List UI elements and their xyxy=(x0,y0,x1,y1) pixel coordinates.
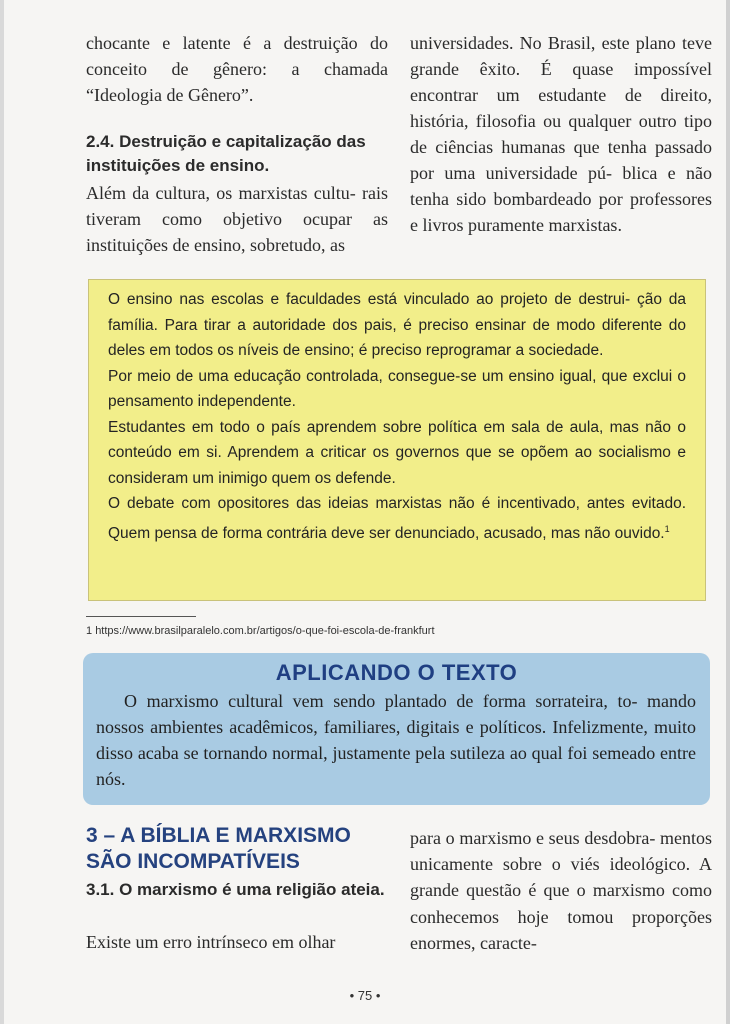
paragraph-intrinsic-error: Existe um erro intrínseco em olhar xyxy=(86,932,336,952)
page-edge-left xyxy=(0,0,4,1024)
apply-text-paragraph: O marxismo cultural vem sendo plantado de forma sorrateira, to- mando nossos ambientes acadêmicos, familiares, digitais e políticos. Infelizmente, muito disso acaba se tornando normal, justamente pela sutileza ao qual foi semeado entre nós. xyxy=(96,691,696,789)
footnote xyxy=(86,623,646,639)
left-column-bottom xyxy=(86,929,388,955)
footnote-marker: 1 xyxy=(664,523,670,534)
section-3-title-line-2: SÃO INCOMPATÍVEIS xyxy=(86,850,300,873)
quote-paragraph-1: O ensino nas escolas e faculdades está vinculado ao projeto de destrui- ção da família. Para tirar a autoridade dos pais, é preciso ensinar de modo diferente do deles em todos os níveis de ensino; é preciso reprogramar a sociedade. xyxy=(108,291,686,359)
left-column-top xyxy=(86,30,388,258)
quote-paragraph-3: Estudantes em todo o país aprendem sobre política em sala de aula, mas não o conteúdo em si. Aprendem a criticar os governos que se opõem ao socialismo e consideram um inimigo quem os defende. xyxy=(108,418,686,487)
section-3-title xyxy=(86,823,386,875)
apply-text-body xyxy=(96,688,696,792)
right-column-bottom xyxy=(410,825,712,956)
footnote-url: https://www.brasilparalelo.com.br/artigos/o-que-foi-escola-de-frankfurt xyxy=(95,625,435,637)
footnote-number: 1 xyxy=(86,625,93,637)
quote-box-content xyxy=(108,287,686,546)
paragraph-gender-ideology: chocante e latente é a destruição do conceito de gênero: a chamada “Ideologia de Gênero”. xyxy=(86,33,388,105)
page-edge-right xyxy=(726,0,730,1024)
paragraph-universities: universidades. No Brasil, este plano teve grande êxito. É quase impossível encontrar um estudante de direito, história, filosofia ou qualquer outro tipo de ciências humanas que tenha passado por uma universidade pú- blica e não tenha sido bombardeado por professores e livros puramente marxistas. xyxy=(410,33,712,235)
heading-3-1: 3.1. O marxismo é uma religião ateia. xyxy=(86,880,385,899)
right-column-top xyxy=(410,30,712,238)
heading-2-4: 2.4. Destruição e capitalização das instituições de ensino. xyxy=(86,132,366,175)
section-3-title-line-1: 3 – A BÍBLIA E MARXISMO xyxy=(86,824,351,847)
quote-paragraph-4-text: O debate com opositores das ideias marxistas não é incentivado, antes evitado. Quem pensa de forma contrária deve ser denunciado, acusado, mas não ouvido. xyxy=(108,495,686,542)
apply-text-title: APLICANDO O TEXTO xyxy=(275,660,518,685)
page-number: • 75 • xyxy=(349,988,381,1003)
paragraph-education-institutions: Além da cultura, os marxistas cultu- rais tiveram como objetivo ocupar as instituições de ensino, sobretudo, as xyxy=(86,183,388,255)
quote-paragraph-4 xyxy=(108,491,686,546)
paragraph-marxism-proportions: para o marxismo e seus desdobra- mentos unicamente sobre o viés ideológico. A grande questão é que o marxismo como conhecemos hoje tomou proporções enormes, caracte- xyxy=(410,828,712,953)
footnote-rule xyxy=(86,616,196,617)
quote-paragraph-2: Por meio de uma educação controlada, consegue-se um ensino igual, que exclui o pensamento independente. xyxy=(108,367,686,410)
